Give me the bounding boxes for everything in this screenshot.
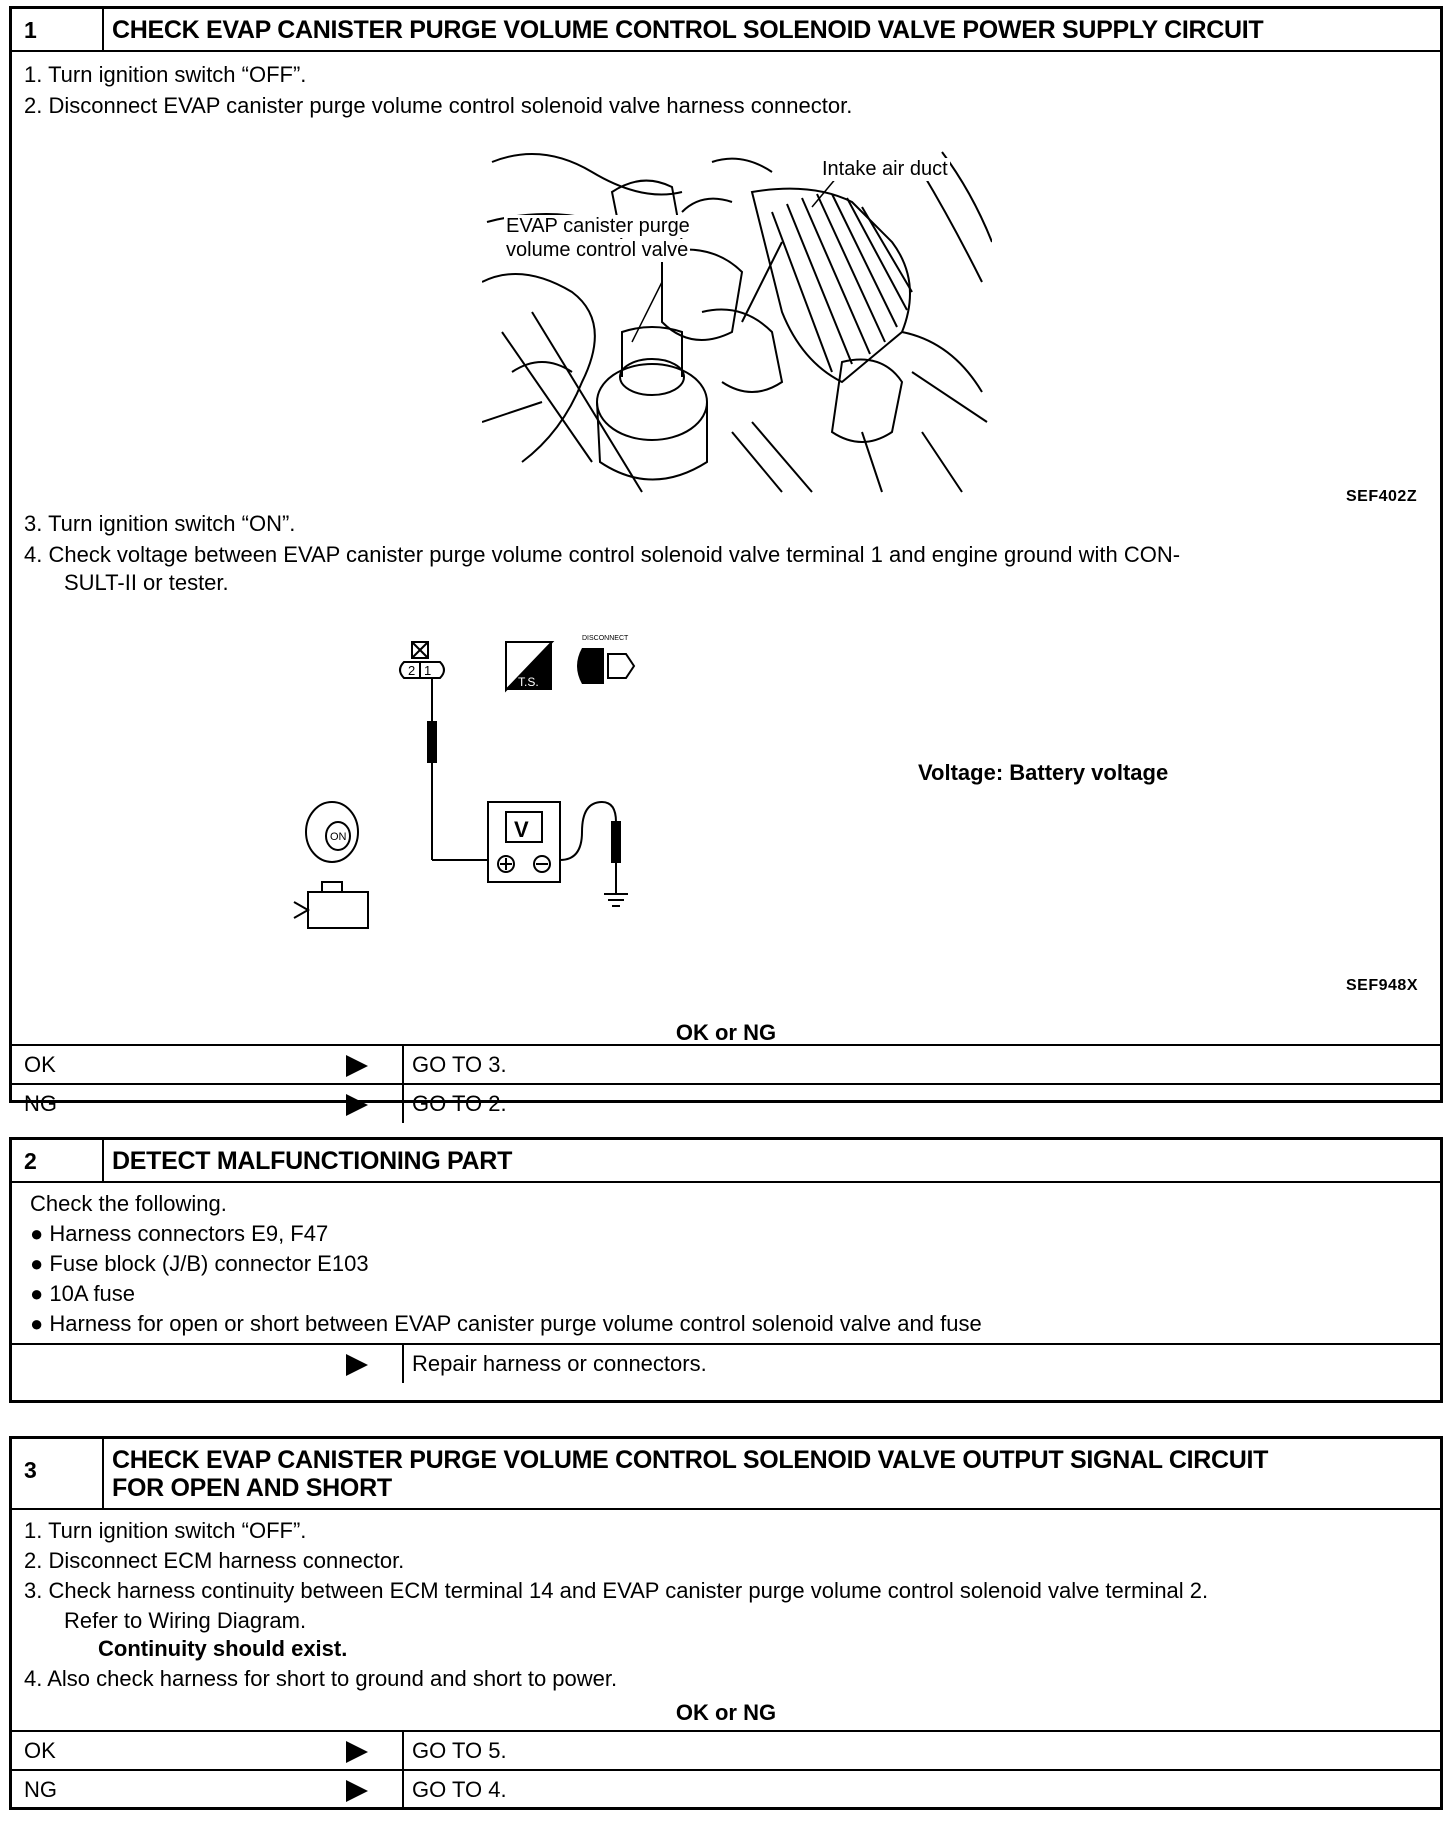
ok-or-ng-label: OK or NG (675, 1700, 777, 1725)
section-1-body (12, 52, 1440, 1116)
step-3: 3. Turn ignition switch “ON”. (24, 511, 296, 536)
arrow-icon (346, 1046, 368, 1084)
result-key: NG (24, 1777, 57, 1802)
key-on-label: ON (330, 831, 347, 843)
section-title-line1: CHECK EVAP CANISTER PURGE VOLUME CONTROL SOLENOID VALVE OUTPUT SIGNAL CIRCUIT (112, 1446, 1269, 1474)
section-title-line2: FOR OPEN AND SHORT (112, 1474, 392, 1502)
result-row-ng (12, 1083, 1440, 1123)
ts-label: T.S. (518, 675, 539, 689)
ok-or-ng-label: OK or NG (675, 1020, 777, 1045)
step-1: 1. Turn ignition switch “OFF”. (24, 1518, 307, 1543)
section-2-body (12, 1183, 1440, 1405)
step-4-cont: SULT-II or tester. (64, 570, 229, 595)
bullet-item: ● Harness for open or short between EVAP canister purge volume control solenoid valve and fuse (30, 1311, 982, 1336)
step-4: 4. Check voltage between EVAP canister purge volume control solenoid valve terminal 1 and engine ground with CON- (24, 542, 1181, 567)
engine-bay-illustration (482, 132, 992, 494)
section-1-header (12, 9, 1440, 52)
voltage-spec: Voltage: Battery voltage (918, 760, 1169, 785)
result-row-ok (12, 1044, 1440, 1084)
bullet-item: ● 10A fuse (30, 1281, 136, 1306)
arrow-icon (346, 1085, 368, 1123)
section-number: 2 (12, 1140, 104, 1181)
intake-air-duct-label: Intake air duct (822, 158, 948, 180)
result-key: NG (24, 1091, 57, 1116)
section-3-body (12, 1510, 1440, 1810)
disconnect-label: DISCONNECT (582, 635, 629, 642)
step-4: 4. Also check harness for short to ground and short to power. (24, 1666, 618, 1691)
section-2 (9, 1137, 1443, 1403)
section-2-header (12, 1140, 1440, 1183)
arrow-icon (346, 1732, 368, 1770)
result-key: OK (24, 1052, 56, 1077)
step-1: 1. Turn ignition switch “OFF”. (24, 62, 307, 87)
bullet-item: ● Harness connectors E9, F47 (30, 1221, 329, 1246)
section-3-header (12, 1439, 1440, 1510)
section-title (104, 1439, 1440, 1508)
voltage-check-diagram (292, 632, 692, 952)
figure-code: SEF948X (1346, 977, 1418, 994)
step-3: 3. Check harness continuity between ECM terminal 14 and EVAP canister purge volume control solenoid valve terminal 2. (24, 1578, 1209, 1603)
result-row-ng (12, 1769, 1440, 1809)
figure-code: SEF402Z (1346, 488, 1418, 505)
result-value: GO TO 5. (412, 1738, 507, 1763)
intro-text: Check the following. (30, 1191, 227, 1216)
connector-terminal-1: 1 (424, 663, 432, 678)
section-1 (9, 6, 1443, 1116)
result-value: GO TO 3. (412, 1052, 507, 1077)
result-row-ok (12, 1730, 1440, 1770)
arrow-icon (346, 1771, 368, 1809)
evap-valve-label-line2: volume control valve (506, 239, 689, 261)
section-title: CHECK EVAP CANISTER PURGE VOLUME CONTROL SOLENOID VALVE POWER SUPPLY CIRCUIT (112, 16, 1264, 44)
section-title: DETECT MALFUNCTIONING PART (112, 1147, 513, 1175)
result-row (12, 1343, 1440, 1383)
result-key: OK (24, 1738, 56, 1763)
meter-label: V (514, 817, 529, 842)
step-3-cont: Refer to Wiring Diagram. (64, 1608, 307, 1633)
step-2: 2. Disconnect EVAP canister purge volume control solenoid valve harness connector. (24, 93, 853, 118)
continuity-spec: Continuity should exist. (98, 1636, 348, 1661)
evap-valve-label-line1: EVAP canister purge (506, 215, 690, 237)
result-value: GO TO 4. (412, 1777, 507, 1802)
arrow-icon (346, 1345, 368, 1383)
bullet-item: ● Fuse block (J/B) connector E103 (30, 1251, 369, 1276)
section-number: 3 (12, 1439, 104, 1508)
section-3 (9, 1436, 1443, 1810)
step-2: 2. Disconnect ECM harness connector. (24, 1548, 405, 1573)
connector-terminal-2: 2 (408, 663, 416, 678)
section-number: 1 (12, 9, 104, 50)
result-value: Repair harness or connectors. (412, 1351, 707, 1376)
result-value: GO TO 2. (412, 1091, 507, 1116)
